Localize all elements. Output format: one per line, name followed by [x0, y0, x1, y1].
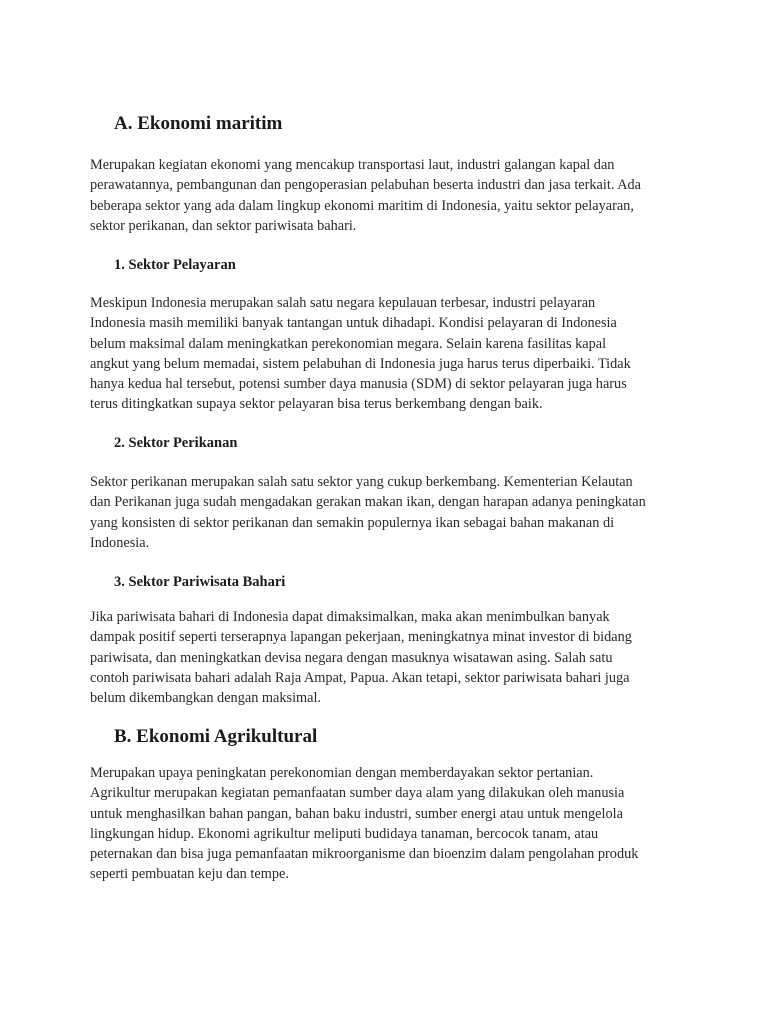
- text-line: Meskipun Indonesia merupakan salah satu negara kepulauan terbesar, industri pelayaran: [90, 295, 596, 311]
- text-line: Agrikultur merupakan kegiatan pemanfaatan sumber daya alam yang dilakukan oleh manusia: [90, 785, 625, 802]
- subsection-3-title: 3. Sektor Pariwisata Bahari: [114, 574, 286, 590]
- text-line: belum maksimal dalam meningkatkan perekonomian megara. Selain karena fasilitas kapal: [90, 335, 607, 352]
- text-line: yang konsisten di sektor perikanan dan semakin populernya ikan sebagai bahan makanan di: [90, 514, 615, 531]
- text-line: Sektor perikanan merupakan salah satu sektor yang cukup berkembang. Kementerian Kelautan: [90, 474, 633, 490]
- text-line: Merupakan kegiatan ekonomi yang mencakup transportasi laut, industri galangan kapal dan: [90, 157, 615, 173]
- text-line: Indonesia.: [90, 534, 150, 551]
- text-line: terus ditingkatkan supaya sektor pelayaran bisa terus berkembang dengan baik.: [90, 396, 543, 413]
- subsection-3-paragraph: [90, 607, 690, 708]
- text-line: Indonesia masih memiliki banyak tantangan untuk dihadapi. Kondisi pelayaran di Indonesia: [90, 315, 617, 332]
- text-line: pariwisata, dan meningkatkan devisa negara dengan masuknya wisatawan asing. Salah satu: [90, 649, 613, 666]
- text-line: seperti pembuatan keju dan tempe.: [90, 866, 289, 883]
- text-line: angkut yang belum memadai, sistem pelabuhan di Indonesia juga harus terus diperbaiki. Tidak: [90, 355, 631, 372]
- section-a-heading: A. Ekonomi maritim: [114, 113, 283, 134]
- text-line: hanya kedua hal tersebut, potensi sumber daya manusia (SDM) di sektor pelayaran juga harus: [90, 376, 627, 393]
- section-b-heading: B. Ekonomi Agrikultural: [114, 726, 318, 747]
- text-line: untuk menghasilkan bahan pangan, bahan baku industri, sumber energi atau untuk mengelola: [90, 805, 623, 822]
- text-line: peternakan dan bisa juga pemanfaatan mikroorganisme dan bioenzim dalam pengolahan produk: [90, 846, 639, 863]
- text-line: Merupakan upaya peningkatan perekonomian dengan memberdayakan sektor pertanian.: [90, 765, 594, 781]
- subsection-2-title: 2. Sektor Perikanan: [114, 435, 238, 451]
- text-line: lingkungan hidup. Ekonomi agrikultur meliputi budidaya tanaman, bercocok tanam, atau: [90, 825, 599, 842]
- section-b-paragraph: [90, 763, 690, 885]
- text-line: perawatannya, pembangunan dan pengoperasian pelabuhan beserta industri dan jasa terkait. Ada: [90, 177, 642, 194]
- section-a-intro: [90, 155, 690, 236]
- text-line: Jika pariwisata bahari di Indonesia dapat dimaksimalkan, maka akan menimbulkan banyak: [90, 609, 610, 625]
- subsection-2-paragraph: [90, 472, 690, 553]
- text-line: beberapa sektor yang ada dalam lingkup ekonomi maritim di Indonesia, yaitu sektor pelayaran,: [90, 197, 634, 214]
- text-line: dampak positif seperti terserapnya lapangan pekerjaan, meningkatnya minat investor di bidang: [90, 629, 632, 646]
- subsection-1-paragraph: [90, 293, 690, 415]
- text-line: contoh pariwisata bahari adalah Raja Ampat, Papua. Akan tetapi, sektor pariwisata bahari juga: [90, 669, 630, 686]
- subsection-1-title: 1. Sektor Pelayaran: [114, 257, 236, 273]
- text-line: belum dikembangkan dengan maksimal.: [90, 690, 322, 707]
- text-line: dan Perikanan juga sudah mengadakan gerakan makan ikan, dengan harapan adanya peningkatan: [90, 494, 646, 511]
- text-line: sektor perikanan, dan sektor pariwisata bahari.: [90, 217, 357, 234]
